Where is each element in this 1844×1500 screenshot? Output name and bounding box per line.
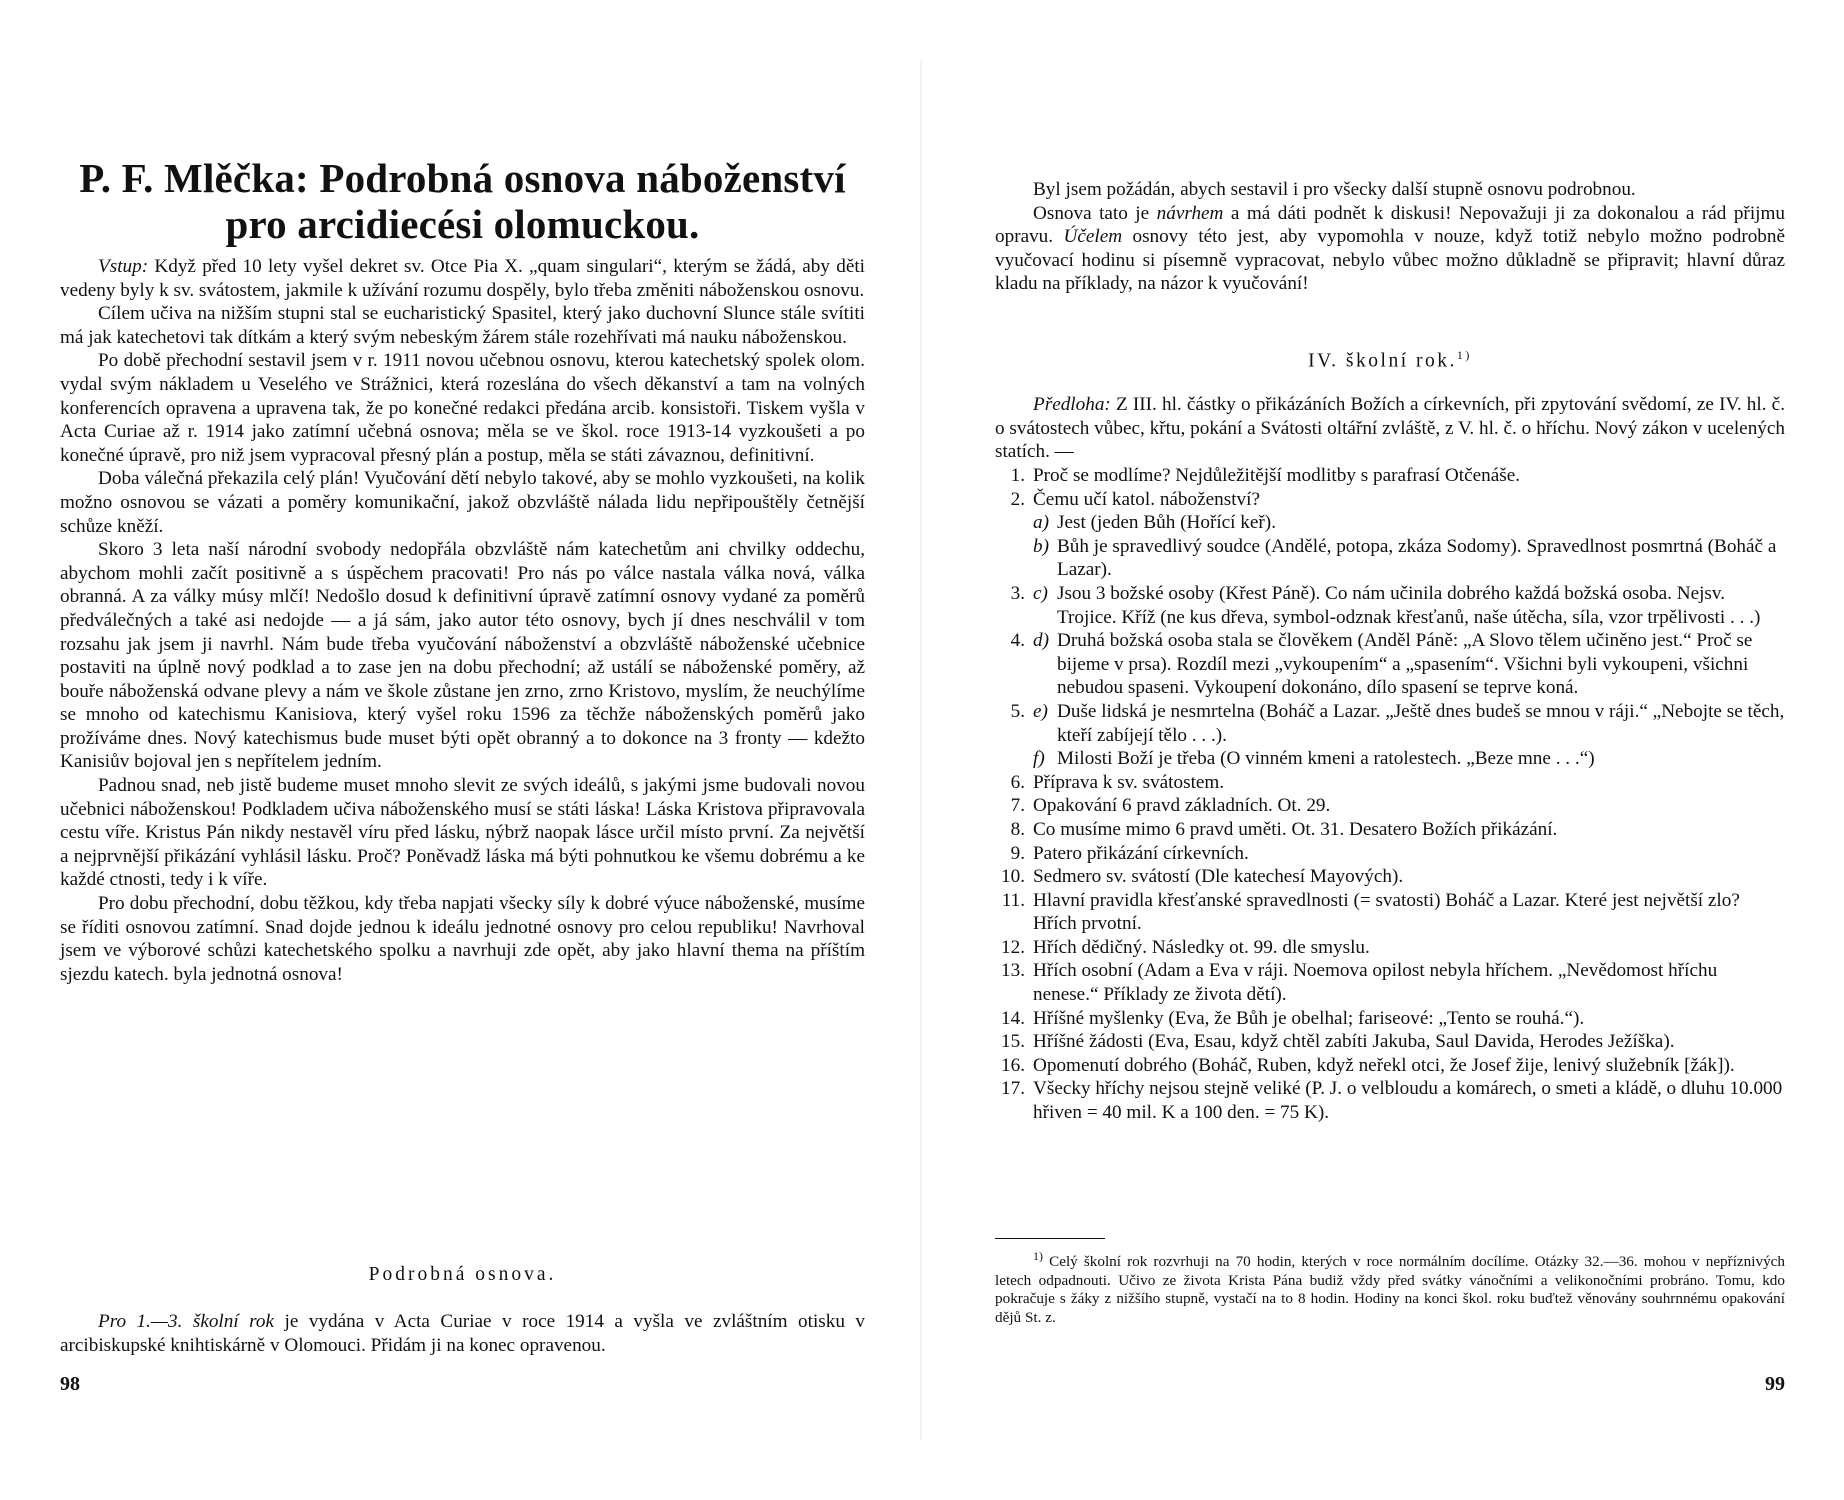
item-text: Hříšné myšlenky (Eva, že Bůh je obelhal; fariseové: „Tento se rouhá.“). <box>1033 1007 1585 1029</box>
predloha <box>995 393 1785 464</box>
item-letter: e) <box>1033 700 1048 722</box>
item-number: 5. <box>1010 700 1025 722</box>
school-year-heading <box>995 348 1785 373</box>
paragraph: Byl jsem požádán, abych sestavil i pro všecky další stupně osnovu podrobnou. <box>1033 179 1636 200</box>
closing-note <box>60 1310 865 1357</box>
item-number: 15. <box>1001 1031 1025 1053</box>
page-number-right: 99 <box>1765 1373 1785 1395</box>
section-subhead: Podrobná osnova. <box>368 1264 557 1285</box>
list-item <box>995 1077 1785 1124</box>
item-text: Sedmero sv. svátostí (Dle katechesí Mayových). <box>1033 866 1404 888</box>
item-text: Milosti Boží je třeba (O vinném kmeni a ratolestech. „Beze mne . . .“) <box>1057 748 1595 770</box>
paragraph: Cílem učiva na nižším stupni stal se eucharistický Spasitel, který jako duchovní Slunce stále svítiti má jak katechetovi tak dítkám a který svým nebeským žárem stále rozehřívati má nauku náboženskou. <box>60 303 865 348</box>
page-number-left: 98 <box>60 1373 80 1395</box>
heading-text: IV. školní rok. <box>1308 350 1457 372</box>
item-text: Bůh je spravedlivý soudce (Andělé, potopa, zkáza Sodomy). Spravedlnost posmrtná (Boháč a Lazar). <box>1057 535 1777 581</box>
item-number: 10. <box>1001 866 1025 888</box>
article-title <box>60 155 865 247</box>
list-item <box>995 936 1785 960</box>
list-item <box>995 1007 1785 1031</box>
right-opening <box>995 178 1785 296</box>
item-text: Hlavní pravidla křesťanské spravedlnosti (= svatosti) Boháč a Lazar. Které jest největší zlo? Hřích prvotní. <box>1033 889 1740 935</box>
list-item <box>995 1054 1785 1078</box>
item-number: 13. <box>1001 960 1025 982</box>
item-text: Druhá božská osoba stala se člověkem (Anděl Páně: „A Slovo tělem učiněno jest.“ Proč se bijeme v prsa). Rozdíl mezi „vykoupením“ a „spasením“. Všichni byli vykoupeni, všichni nebudou spaseni. Vykoupení dokonáno, dílo spasení se teprve koná. <box>1057 630 1753 699</box>
paragraph <box>60 255 865 302</box>
item-number: 12. <box>1001 936 1025 958</box>
list-item <box>995 700 1785 747</box>
text-run: Osnova tato je <box>1033 202 1150 224</box>
item-number: 1. <box>1010 465 1025 486</box>
footnote-ref: 1) <box>1456 348 1472 362</box>
item-number: 8. <box>1010 818 1025 840</box>
list-item <box>995 629 1785 700</box>
list-item <box>995 959 1785 1006</box>
paragraph: Pro dobu přechodní, dobu těžkou, kdy třeba napjati všecky síly k dobré výuce náboženské, musíme se říditi osnovou zatímní. Snad dojde jednou k ideálu jednotné osnovy pro celou republiku! Navrhoval jsem ve výborové schůzi katechetského spolku a navrhuji zde opět, aby jako hlavní thema na příštím sjezdu katech. byla jednotná osnova! <box>60 893 865 985</box>
lesson-list <box>995 464 1785 1125</box>
list-item <box>995 488 1785 512</box>
item-letter: b) <box>1033 535 1049 557</box>
item-text: Duše lidská je nesmrtelna (Boháč a Lazar. „Ještě dnes budeš se mnou v ráji.“ „Nebojte se těch, kteří zabíjejí tělo . . .). <box>1057 700 1785 746</box>
text-run: a má dáti podnět k diskusi! Nepovažuji ji za dokonalou a rád přijmu opravu. <box>995 202 1786 248</box>
closing-label: Pro 1.—3. školní rok <box>98 1311 275 1332</box>
item-number: 6. <box>1010 771 1025 793</box>
item-number: 16. <box>1001 1054 1025 1076</box>
item-text: Hříšné žádosti (Eva, Esau, když chtěl zabíti Jakuba, Saul Davida, Herodes Ježíška). <box>1033 1031 1675 1053</box>
paragraph <box>60 1310 865 1357</box>
item-text: Proč se modlíme? Nejdůležitější modlitby s parafrasí Otčenáše. <box>1033 465 1521 486</box>
item-number: 9. <box>1010 842 1025 864</box>
item-number: 17. <box>1001 1078 1025 1100</box>
item-text: Opomenutí dobrého (Boháč, Ruben, když neřekl otci, že Josef žije, lenivý služebník [žák]). <box>1033 1054 1735 1076</box>
footnote-paragraph <box>995 1247 1785 1327</box>
item-number: 14. <box>1001 1007 1025 1029</box>
item-text: Co musíme mimo 6 pravd uměti. Ot. 31. Desatero Božích přikázání. <box>1033 818 1558 840</box>
item-text: Příprava k sv. svátostem. <box>1033 771 1225 793</box>
footnote <box>995 1247 1785 1327</box>
list-item <box>995 842 1785 866</box>
footnote-text: Celý školní rok rozvrhuji na 70 hodin, kterých v roce normálním docílíme. Otázky 32.—36. mohou v nepříznivých letech odpadnouti. Učivo ze života Krista Pána budiž vždy před svátky vánočními a velikonočními probráno. Tomu, kdo pokračuje s žáky z nižšího stupně, vystačí na to 8 hodin. Hodiny na konci škol. roku buďtež věnovány souhrnnému opakování dějů St. z. <box>995 1253 1786 1326</box>
paragraph <box>995 393 1785 464</box>
item-number: 7. <box>1010 795 1025 817</box>
emphasis: Účelem <box>1063 226 1123 248</box>
item-letter: f) <box>1033 748 1045 770</box>
item-letter: a) <box>1033 512 1049 534</box>
list-item <box>995 794 1785 818</box>
item-text: Hřích dědičný. Následky ot. 99. dle smyslu. <box>1033 936 1370 958</box>
closing-text: je vydána v Acta Curiae v roce 1914 a vyšla ve zvláštním otisku v arcibiskupské knihtiskárně v Olomouci. Přidám ji na konec opravenou. <box>60 1311 866 1356</box>
list-item <box>995 865 1785 889</box>
item-number: 3. <box>1010 582 1025 604</box>
intro-label: Vstup: <box>98 256 149 277</box>
left-body <box>60 255 865 986</box>
list-item <box>995 889 1785 936</box>
text-run: osnovy této jest, aby vypomohla v nouze, když totiž nebylo možno podrobně vyučovací hodinu si písemně vypracovat, nebylo vůbec možno důkladně se připravit; hlavní důraz kladu na příklady, na názor k vyučování! <box>995 226 1786 295</box>
item-letter: d) <box>1033 630 1049 652</box>
list-item <box>995 771 1785 795</box>
title-line-2: pro arcidiecési olomuckou. <box>225 201 700 247</box>
list-item <box>995 1030 1785 1054</box>
predloha-label: Předloha: <box>1033 394 1111 415</box>
list-item <box>995 747 1785 771</box>
paragraph <box>995 202 1785 296</box>
item-number: 4. <box>1010 630 1025 652</box>
paragraph: Padnou snad, neb jistě budeme muset mnoho slevit ze svých ideálů, s jakými jsme budovali novou učebnici náboženskou! Podkladem učiva náboženského musí se státi láska! Láska Kristova připravovala cestu víře. Kristus Pán nikdy nestavěl víru před lásku, nýbrž naopak lásce určil místo první. Za největší a nejprvnější přikázání vyhlásil lásku. Proč? Poněvadž láska má býti pohnutkou ke všemu dobrému a ke každé ctnosti, tedy i k víře. <box>60 775 865 891</box>
item-letter: c) <box>1033 582 1048 604</box>
list-item <box>995 818 1785 842</box>
list-item <box>995 511 1785 535</box>
item-text: Hřích osobní (Adam a Eva v ráji. Noemova opilost nebyla hříchem. „Nevědomost hříchu nenese.“ Příklady ze života dětí). <box>1033 960 1718 1006</box>
list-item <box>995 464 1785 488</box>
paragraph: Skoro 3 leta naší národní svobody nedopřála obzvláště nám katechetům ani chvilky oddechu, abychom mohli začít positivně a s úspěchem pracovati! Pro nás po válce nastala válka nová, válka obranná. A za války músy mlčí! Nedošlo dosud k definitivní úpravě zatímní osnovy vydané za poměrů předválečných a také asi nedojde — a já sám, jako autor této osnovy, bych jí dnes neschválil v tom rozsahu jak jsem ji navrhl. Nám bude třeba vyučování náboženství a obzvláště náboženské učebnice postaviti na úplně nový podklad a to zase jen na dobu přechodní; až ustálí se náboženské poměry, až bouře náboženská odvane plevy a nám ve škole zůstane jen zrno, zrno Kristovo, myslím, že neuchýlíme se mnoho od katechismu Kanisiova, který vyšel roku 1596 za těchže náboženských poměrů jako prožíváme dnes. Nový katechismus bude muset býti opět obranný a to dokonce na 3 fronty — kdežto Kanisiův bojoval jen s nepřítelem jedním. <box>60 539 865 773</box>
paragraph: Doba válečná překazila celý plán! Vyučování dětí nebylo takové, aby se mohlo vyzkoušeti, na kolik možno osnovou se vázati a poměry komunikační, jakož obzvláště nálada lidu nepřipouštěly četnější schůze kněží. <box>60 468 865 537</box>
paragraph-text: Když před 10 lety vyšel dekret sv. Otce Pia X. „quam singulari“, kterým se žádá, aby děti vedeny byly k sv. svátostem, jakmile k užívání rozumu dospěly, bylo třeba změniti náboženskou osnovu. <box>60 256 865 301</box>
book-gutter <box>920 60 922 1440</box>
list-item <box>995 535 1785 582</box>
item-text: Patero přikázání církevních. <box>1033 842 1249 864</box>
item-text: Opakování 6 pravd základních. Ot. 29. <box>1033 795 1331 817</box>
item-text: Všecky hříchy nejsou stejně veliké (P. J. o velbloudu a komárech, o smeti a kládě, o dluhu 10.000 hřiven = 40 mil. K a 100 den. = 75 K). <box>1033 1078 1783 1124</box>
item-text: Jsou 3 božské osoby (Křest Páně). Co nám učinila dobrého každá božská osoba. Nejsv. Trojice. Kříž (ne kus dřeva, symbol-odznak křesťanů, naše útěcha, síla, vzor trpělivosti . . .) <box>1057 582 1761 628</box>
paragraph: Po době přechodní sestavil jsem v r. 1911 novou učebnou osnovu, kterou katechetský spolek olom. vydal svým nákladem u Veselého ve Strážnici, která rozeslána do všech děkanství a tam na volných konferencích opravena a upravena tak, že po konečné redakci předána arcib. konsistoři. Tiskem vyšla v Acta Curiae až r. 1914 jako zatímní učebná osnova; měla se ve škol. roce 1913-14 vyzkoušeti a po konečné úpravě, pro niž jsem vypracoval přesný plán a postup, měla se státi závaznou, definitivní. <box>60 350 865 466</box>
item-text: Čemu učí katol. náboženství? <box>1033 488 1260 510</box>
emphasis: návrhem <box>1156 202 1224 224</box>
title-line-1: P. F. Mlěčka: Podrobná osnova náboženství <box>79 155 846 201</box>
predloha-text: Z III. hl. částky o přikázáních Božích a církevních, při zpytování svědomí, ze IV. hl. č. o svátostech vůbec, křtu, pokání a Svátosti oltářní zvláště, z V. hl. č. o hříchu. Nový zákon v ucelených statích. — <box>995 394 1785 463</box>
list-item <box>995 582 1785 629</box>
footnote-mark: 1) <box>1033 1249 1043 1263</box>
item-number: 2. <box>1010 488 1025 510</box>
item-text: Jest (jeden Bůh (Hořící keř). <box>1057 512 1276 534</box>
footnote-rule <box>995 1238 1105 1239</box>
item-number: 11. <box>1001 889 1025 911</box>
